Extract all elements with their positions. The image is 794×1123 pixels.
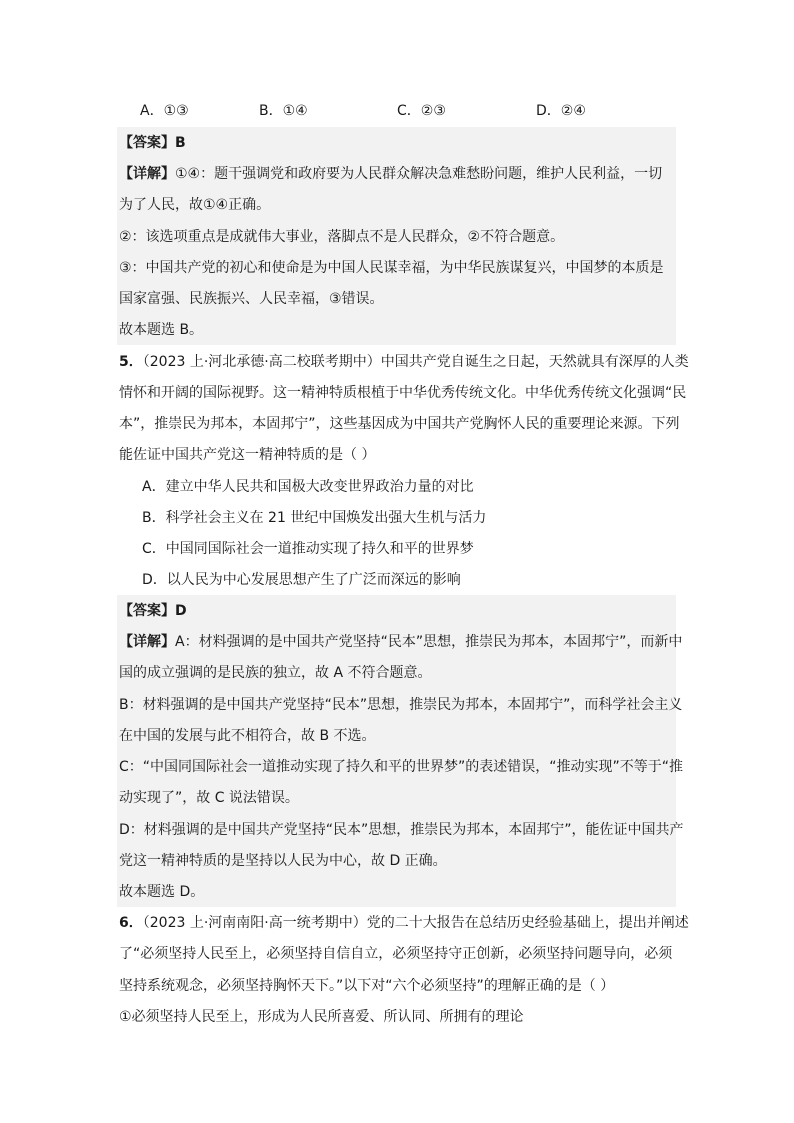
q4-detail-line-4: ③：中国共产党的初心和使命是为中国人民谋幸福，为中华民族谋复兴，中国梦的本质是 <box>119 260 664 276</box>
q5-stem-line-1 <box>119 352 689 372</box>
q5-option-d: D．以人民为中心发展思想产生了广泛而深远的影响 <box>142 572 461 588</box>
q4-option-c: C．②③ <box>397 103 446 119</box>
q5-stem-line-4: 能佐证中国共产党这一精神特质的是（ ） <box>119 447 376 463</box>
q5-stem-line-2: 情怀和开阔的国际视野。这一精神特质根植于中华优秀传统文化。中华优秀传统文化强调“民 <box>119 385 687 401</box>
q5-detail-line-9: 故本题选 D。 <box>119 884 205 900</box>
q4-option-b: B．①④ <box>259 103 308 119</box>
q5-detail-line-2: 国的成立强调的是民族的独立，故 A 不符合题意。 <box>119 665 432 681</box>
q5-detail-line-6: 动实现了”，故 C 说法错误。 <box>119 790 299 806</box>
q5-detail-line-3: B：材料强调的是中国共产党坚持“民本”思想，推崇民为邦本，本固邦宁”，而科学社会主义 <box>119 697 683 713</box>
q4-option-d: D．②④ <box>536 103 586 119</box>
answer-value: D <box>175 603 187 619</box>
answer-value: B <box>175 135 186 151</box>
q5-detail-line-5: C：“中国同国际社会一道推动实现了持久和平的世界梦”的表述错误，“推动实现”不等于“推 <box>119 759 684 775</box>
q5-stem-line-3: 本”，推崇民为邦本，本固邦宁”，这些基因成为中国共产党胸怀人民的重要理论来源。下列 <box>119 416 680 432</box>
q5-option-b: B．科学社会主义在 21 世纪中国焕发出强大生机与活力 <box>142 510 487 526</box>
q6-stem-text: （2023 上·河南南阳·高一统考期中）党的二十大报告在总结历史经验基础上，提出并阐述 <box>142 915 689 931</box>
q6-number: 6． <box>119 915 143 931</box>
q4-options <box>140 101 660 121</box>
q4-detail-line-2: 为了人民，故①④正确。 <box>119 197 271 213</box>
detail-text: ①④：题干强调党和政府要为人民群众解决急难愁盼问题，维护人民利益，一切 <box>175 166 663 182</box>
q5-stem-text: （2023 上·河北承德·高二校联考期中）中国共产党自诞生之日起，天然就具有深厚的人类 <box>142 354 689 370</box>
q4-detail-line-3: ②：该选项重点是成就伟大事业，落脚点不是人民群众，②不符合题意。 <box>119 229 565 245</box>
q4-detail-line-6: 故本题选 B。 <box>119 322 204 338</box>
detail-text: A：材料强调的是中国共产党坚持“民本”思想，推崇民为邦本，本固邦宁”，而新中 <box>175 634 683 650</box>
q6-stem-line-1 <box>119 913 689 933</box>
q4-detail-line-1 <box>119 164 675 184</box>
answer-tag: 【答案】 <box>119 135 175 151</box>
q5-option-c: C．中国同国际社会一道推动实现了持久和平的世界梦 <box>142 541 474 557</box>
q5-detail-line-8: 党这一精神特质的是坚持以人民为中心，故 D 正确。 <box>119 853 447 869</box>
detail-tag: 【详解】 <box>119 166 175 182</box>
q6-item-1: ①必须坚持人民至上，形成为人民所喜爱、所认同、所拥有的理论 <box>119 1009 524 1025</box>
q5-detail-line-7: D：材料强调的是中国共产党坚持“民本”思想，推崇民为邦本，本固邦宁”，能佐证中国共产 <box>119 822 684 838</box>
q6-stem-line-2: 了“必须坚持人民至上，必须坚持自信自立，必须坚持守正创新，必须坚持问题导向，必须 <box>119 946 673 962</box>
answer-tag: 【答案】 <box>119 603 175 619</box>
q5-detail-line-1 <box>119 632 683 652</box>
q4-option-a: A．①③ <box>140 103 189 119</box>
q5-number: 5． <box>119 354 143 370</box>
q5-option-a: A．建立中华人民共和国极大改变世界政治力量的对比 <box>142 479 474 495</box>
q4-answer <box>119 133 675 153</box>
q6-stem-line-3: 坚持系统观念，必须坚持胸怀天下。”以下对“六个必须坚持”的理解正确的是（ ） <box>119 978 615 994</box>
detail-tag: 【详解】 <box>119 634 175 650</box>
q5-detail-line-4: 在中国的发展与此不相符合，故 B 不选。 <box>119 728 376 744</box>
q5-answer <box>119 601 675 621</box>
q4-detail-line-5: 国家富强、民族振兴、人民幸福，③错误。 <box>119 291 384 307</box>
